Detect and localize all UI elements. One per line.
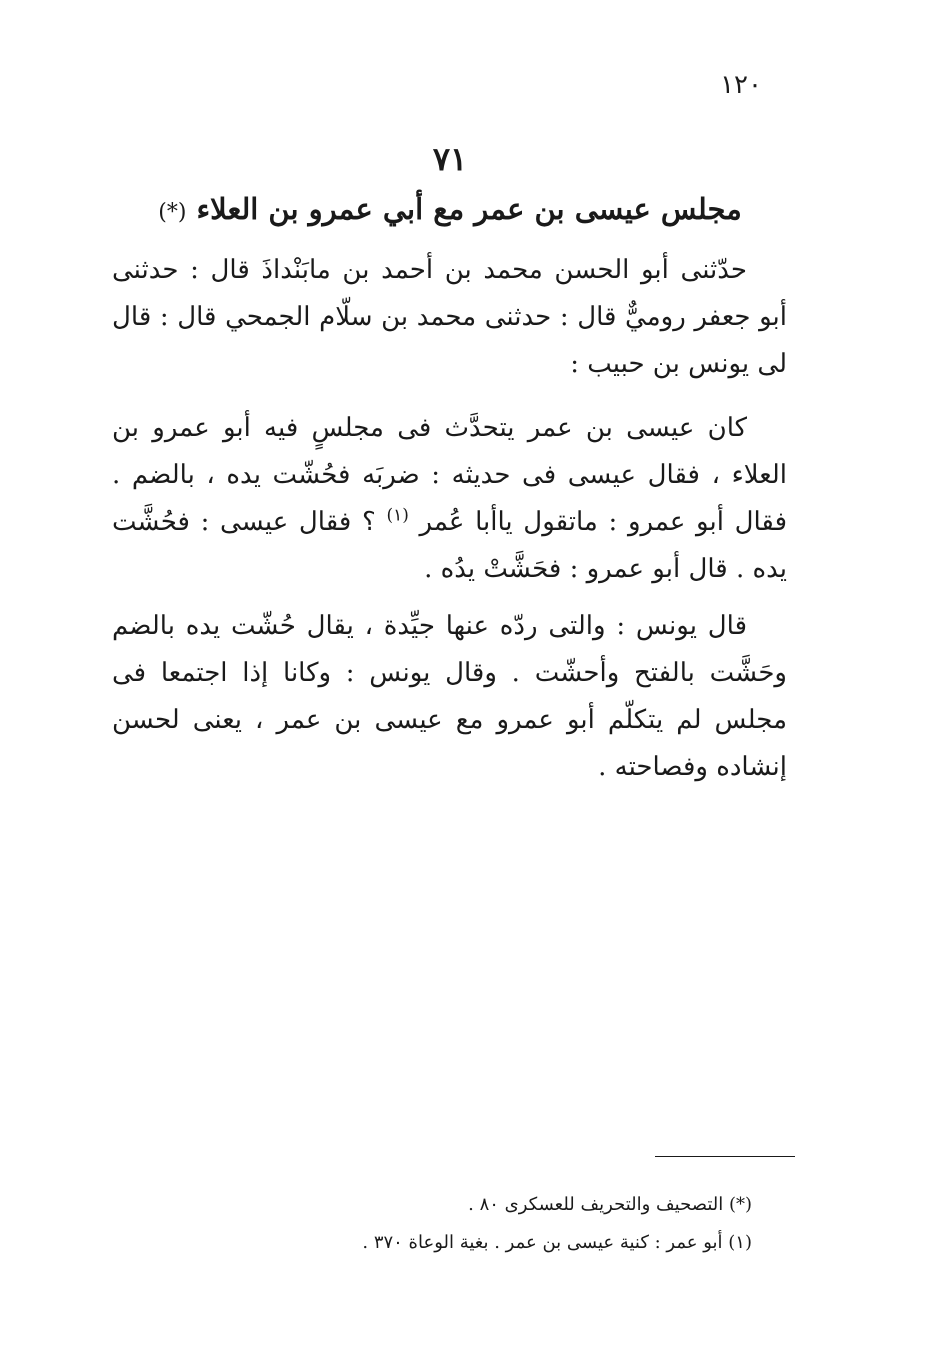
section-title-text: مجلس عيسى بن عمر مع أبي عمرو بن العلاء	[196, 192, 742, 226]
footnote-divider	[655, 1156, 795, 1157]
title-footnote-mark: (*)	[158, 200, 187, 225]
section-number: ٧١	[432, 140, 468, 178]
footnote-item: (١) أبو عمر : كنية عيسى بن عمر . بغية الوعاة ٣٧٠ .	[362, 1232, 752, 1253]
page-number: ١٢٠	[720, 70, 762, 100]
footnote-item: (*) التصحيف والتحريف للعسكرى ٨٠ .	[468, 1194, 752, 1215]
paragraph-commentary	[112, 603, 787, 791]
paragraph-text-after-ref: ؟ فقال عيسى : فحُشَّت يده . قال أبو عمرو : فحَشَّتْ يدُه .	[112, 507, 787, 584]
paragraph-text: قال يونس : والتى ردّه عنها جيِّدة ، يقال حُشّت يده بالضم وحَشَّت بالفتح وأحشّت . وقال يونس : وكانا إذا اجتمعا فى مجلس لم يتكلّم أبو عمرو مع عيسى بن عمر ، يعنى لحسن إنشاده وفصاحته .	[112, 611, 787, 782]
footnote-reference: (١)	[386, 505, 409, 526]
paragraph-story	[112, 405, 787, 593]
paragraph-text: حدّثنى أبو الحسن محمد بن أحمد بن مابَنْداذَ قال : حدثنى أبو جعفر روميٌّ قال : حدثنى محمد بن سلّام الجمحي قال : قال لى يونس بن حبيب :	[112, 255, 787, 379]
paragraph-text-before-ref: كان عيسى بن عمر يتحدَّث فى مجلسٍ فيه أبو عمرو بن العلاء ، فقال عيسى فى حديثه : ضربَه فحُشّت يده ، بالضم . فقال أبو عمرو : ماتقول ياأبا عُمر	[112, 413, 788, 537]
footnotes	[300, 1186, 752, 1262]
section-title	[150, 192, 750, 226]
paragraph-isnad	[112, 247, 787, 388]
